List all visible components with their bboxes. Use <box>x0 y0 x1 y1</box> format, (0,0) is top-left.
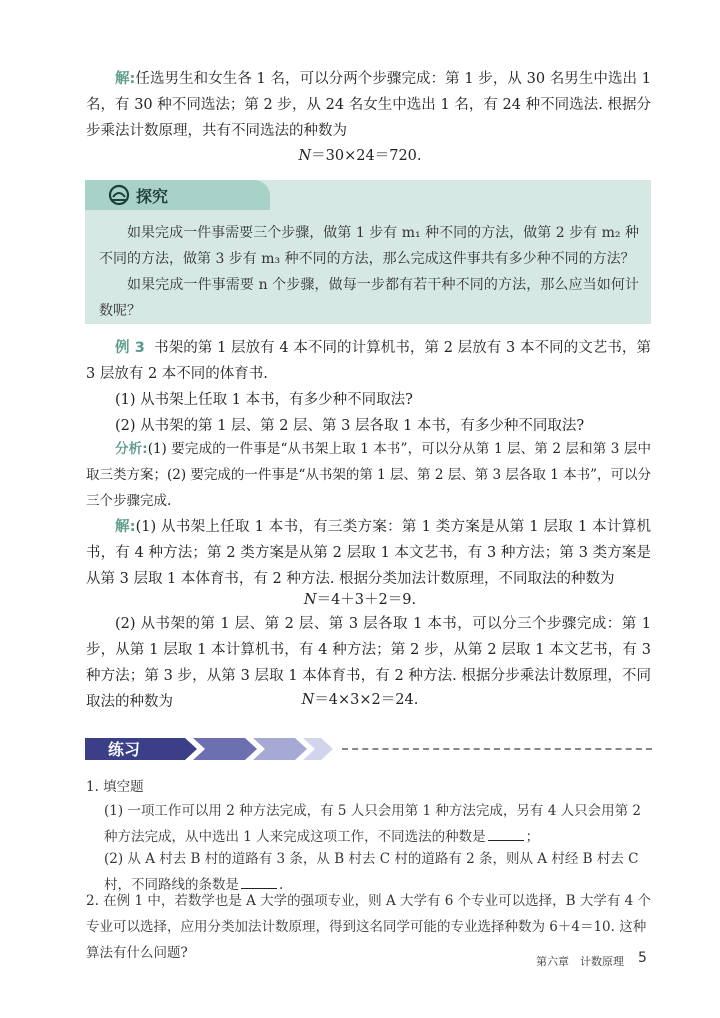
practice-item-1: 1. 填空题 <box>86 779 144 795</box>
explore-title: 探究 <box>136 187 169 206</box>
analysis-paragraph <box>86 436 651 514</box>
equation-3: N＝4×3×2＝24. <box>301 692 419 708</box>
explore-paragraph-1: 如果完成一件事需要三个步骤，做第 1 步有 m₁ 种不同的方法，做第 2 步有 m₂ 种不同的方法，做第 3 步有 m₃ 种不同的方法，那么完成这件事共有多少种不同的方法？ <box>99 225 639 267</box>
equation-1: N＝30×24＝720. <box>298 148 422 164</box>
solution-3-1-text: (1) 从书架上任取 1 本书，有三类方案：第 1 类方案是从第 1 层取 1 本计算机书，有 4 种方法；第 2 类方案是从第 2 层取 1 本文艺书，有 3 种方法；第 3 类方案是从第 3 层取 1 本体育书，有 2 种方法. 根据分类加法计数原理，不同取法的种数为 <box>86 519 651 587</box>
solution-label: 解: <box>115 71 136 87</box>
example-text: 书架的第 1 层放有 4 本不同的计算机书，第 2 层放有 3 本不同的文艺书，第 3 层放有 2 本不同的体育书. <box>86 340 652 382</box>
footer-chapter: 第六章 计数原理 <box>536 955 624 968</box>
analysis-label: 分析: <box>115 441 148 457</box>
practice-title: 练习 <box>108 740 141 759</box>
question-1: (1) 从书架上任取 1 本书，有多少种不同取法? <box>115 392 413 408</box>
explore-paragraph-2: 如果完成一件事需要 n 个步骤，做每一步都有若干种不同的方法，那么应当如何计数呢？ <box>99 277 639 319</box>
solution-3-1 <box>86 514 651 592</box>
divider <box>342 748 652 750</box>
practice-item-1b: (2) 从 A 村去 B 村的道路有 3 条，从 B 村去 C 村的道路有 2 条，则从 A 村经 B 村去 C 村，不同路线的条数是 . <box>104 851 639 893</box>
answer-blank[interactable] <box>488 826 524 841</box>
solution-paragraph <box>86 66 651 144</box>
example-3-statement <box>86 335 651 387</box>
solution-text: 任选男生和女生各 1 名，可以分两个步骤完成：第 1 步，从 30 名男生中选出 1 名，有 30 种不同选法；第 2 步，从 24 名女生中选出 1 名，有 24 种不同选法. 根据分步乘法计数原理，共有不同选法的种数为 <box>86 71 651 139</box>
question-2: (2) 从书架的第 1 层、第 2 层、第 3 层各取 1 本书，有多少种不同取法? <box>115 418 585 434</box>
analysis-text: (1) 要完成的一件事是“从书架上取 1 本书”，可以分从第 1 层、第 2 层和第 3 层中取三类方案；(2) 要完成的一件事是“从书架的第 1 层、第 2 层、第 3 层各取 1 本书”，可以分三个步骤完成. <box>86 441 651 509</box>
explore-text <box>99 220 639 324</box>
practice-item-2: 2. 在例 1 中，若数学也是 A 大学的强项专业，则 A 大学有 6 个专业可以选择，B 大学有 4 个专业可以选择，应用分类加法计数原理，得到这名同学可能的专业选择种数为 6＋4＝10. 这种算法有什么问题? <box>86 893 652 961</box>
practice-item-1a: (1) 一项工作可以用 2 种方法完成，有 5 人只会用第 1 种方法完成，另有 4 人只会用第 2 种方法完成，从中选出 1 人来完成这项工作，不同选法的种数是 ； <box>104 803 641 845</box>
solution-label: 解: <box>115 519 136 535</box>
explore-icon <box>108 184 130 206</box>
page-number: 5 <box>638 950 647 966</box>
solution-3-2: (2) 从书架的第 1 层、第 2 层、第 3 层各取 1 本书，可以分三个步骤完成：第 1 步，从第 1 层取 1 本计算机书，有 4 种方法；第 2 步，从第 2 层取 1 本文艺书，有 3 种方法；第 3 步，从第 3 层取 1 本体育书，有 2 种方法. 根据分步乘法计数原理，不同取法的种数为 <box>86 616 651 710</box>
equation-2: N＝4＋3＋2＝9. <box>303 592 417 608</box>
answer-blank[interactable] <box>241 874 277 889</box>
example-label: 例 3 <box>115 340 145 356</box>
